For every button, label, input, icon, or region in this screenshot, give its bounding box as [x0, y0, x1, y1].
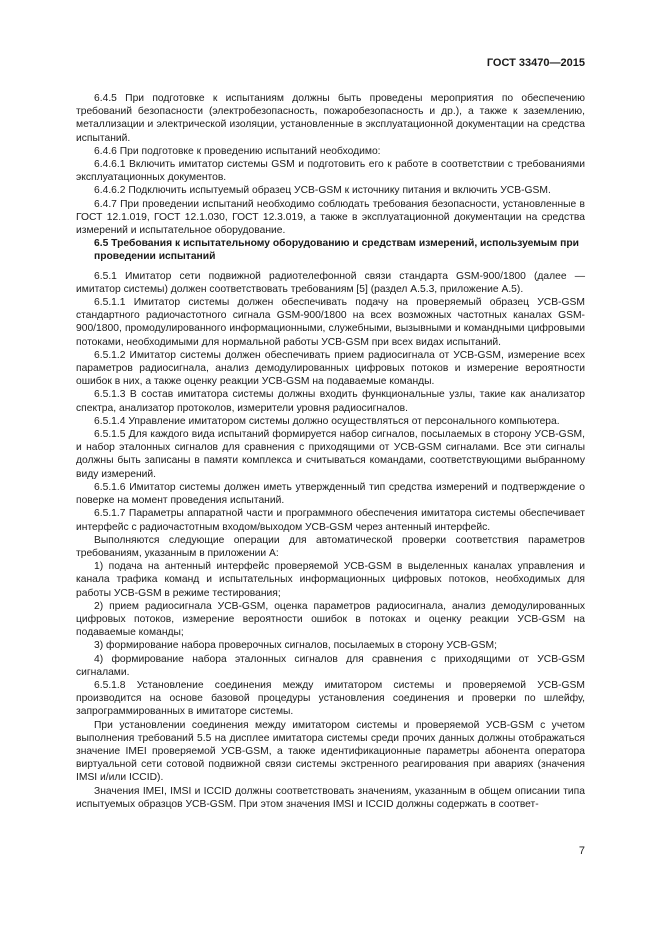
paragraph-6-5-1-1: 6.5.1.1 Имитатор системы должен обеспечивать подачу на проверяемый образец УСВ-GSM стандартного радиочастотного сигнала GSM-900/1800 на всех возможных частотных каналах GSM-900/1800, промодулированного информационными, служебными, вызывными и командными цифровыми потоками, необходимыми для нормальной работы УСВ-GSM при всех видах испытаний. [76, 297, 585, 348]
paragraph-6-4-6: 6.4.6 При подготовке к проведению испытаний необходимо: [94, 145, 381, 157]
page-content [76, 92, 585, 811]
paragraph-6-5-1-7: 6.5.1.7 Параметры аппаратной части и программного обеспечения имитатора системы обеспечивает интерфейс с радиочастотным входом/выходом УСВ-GSM через антенный интерфейс. [76, 508, 585, 533]
paragraph-6-4-6-2: 6.4.6.2 Подключить испытуемый образец УСВ-GSM к источнику питания и включить УСВ-GSM. [94, 185, 551, 197]
list-item-2: 2) прием радиосигнала УСВ-GSM, оценка параметров радиосигнала, анализ демодулированных цифровых потоков, измерение вероятности ошибок в потоках и оценку реакции УСВ-GSM на подаваемые команды; [76, 600, 585, 639]
paragraph-6-4-5: 6.4.5 При подготовке к испытаниям должны быть проведены мероприятия по обеспечению требований безопасности (электробезопасность, пожаробезопасность и др.), а также к заземлению, металлизации и электрической изоляции, установленные в эксплуатационной документации на средства испытаний. [76, 93, 585, 144]
paragraph-6-5-1-4: 6.5.1.4 Управление имитатором системы должно осуществляться от персонального компьютера. [94, 415, 560, 427]
paragraph-6-5-1: 6.5.1 Имитатор сети подвижной радиотелефонной связи стандарта GSM-900/1800 (далее — имитатор системы) должен соответствовать требованиям [5] (раздел А.5.3, приложение А.5). [76, 270, 585, 295]
paragraph-operations-intro: Выполняются следующие операции для автоматической проверки соответствия параметров требованиям, указанным в приложении А: [76, 534, 585, 559]
paragraph-6-4-7: 6.4.7 При проведении испытаний необходимо соблюдать требования безопасности, установленные в ГОСТ 12.1.019, ГОСТ 12.1.030, ГОСТ 12.3.019, а также в эксплуатационной документации на средства измерений и испытательное оборудование. [76, 198, 585, 237]
document-code-header: ГОСТ 33470—2015 [486, 57, 585, 69]
paragraph-6-5-1-6: 6.5.1.6 Имитатор системы должен иметь утвержденный тип средства измерений и подтверждение о поверке на момент проведения испытаний. [76, 481, 585, 507]
list-item-1: 1) подача на антенный интерфейс проверяемой УСВ-GSM в выделенных каналах управления и канала трафика команд и испытательных информационных цифровых потоков, необходимых для работы УСВ-GSM в режиме тестирования; [76, 561, 585, 599]
paragraph-6-4-6-1: 6.4.6.1 Включить имитатор системы GSM и подготовить его к работе в соответствии с требованиями эксплуатационных документов. [76, 159, 585, 184]
paragraph-6-5-1-5: 6.5.1.5 Для каждого вида испытаний формируется набор сигналов, посылаемых в сторону УСВ-GSM, и набор эталонных сигналов для сравнения с приходящими от УСВ-GSM сигналами. Все эти сигналы должны быть записаны в памяти комплекса и считываться командами, соответствующими выбранному виду измерений. [76, 429, 585, 480]
paragraph-connection-display: При установлении соединения между имитатором системы и проверяемой УСВ-GSM с учетом выполнения требований 5.5 на дисплее имитатора системы среди прочих данных должны отображаться значение IMEI проверяемой УСВ-GSM, а также идентификационные параметры абонента оператора виртуальной сети сотовой подвижной связи системы экстренного реагирования при авариях (значения IMSI и/или ICCID). [76, 719, 585, 784]
page-number: 7 [578, 845, 585, 857]
paragraph-imei-imsi-iccid: Значения IMEI, IMSI и ICCID должны соответствовать значениям, указанным в общем описании типа испытуемых образцов УСВ-GSM. При этом значения IMSI и ICCID должны содержать в соответ- [76, 785, 585, 810]
list-item-3: 3) формирование набора проверочных сигналов, посылаемых в сторону УСВ-GSM; [94, 640, 497, 652]
section-heading-6-5: 6.5 Требования к испытательному оборудованию и средствам измерений, используемым при проведении испытаний [94, 238, 579, 263]
paragraph-6-5-1-2: 6.5.1.2 Имитатор системы должен обеспечивать прием радиосигнала от УСВ-GSM, измерение всех параметров радиосигнала, анализ демодулированных цифровых потоков и измерение вероятности ошибок в них, а также оценку реакции УСВ-GSM на подаваемые команды. [76, 349, 585, 388]
paragraph-6-5-1-3: 6.5.1.3 В состав имитатора системы должны входить функциональные узлы, такие как анализатор спектра, анализатор протоколов, измерители уровня радиосигналов. [76, 389, 585, 414]
list-item-4: 4) формирование набора эталонных сигналов для сравнения с приходящими от УСВ-GSM сигналами. [76, 653, 585, 678]
paragraph-6-5-1-8: 6.5.1.8 Установление соединения между имитатором системы и проверяемой УСВ-GSM производится на основе базовой процедуры установления соединения и проверки по шлейфу, запрограммированных в имитаторе системы. [76, 679, 585, 718]
